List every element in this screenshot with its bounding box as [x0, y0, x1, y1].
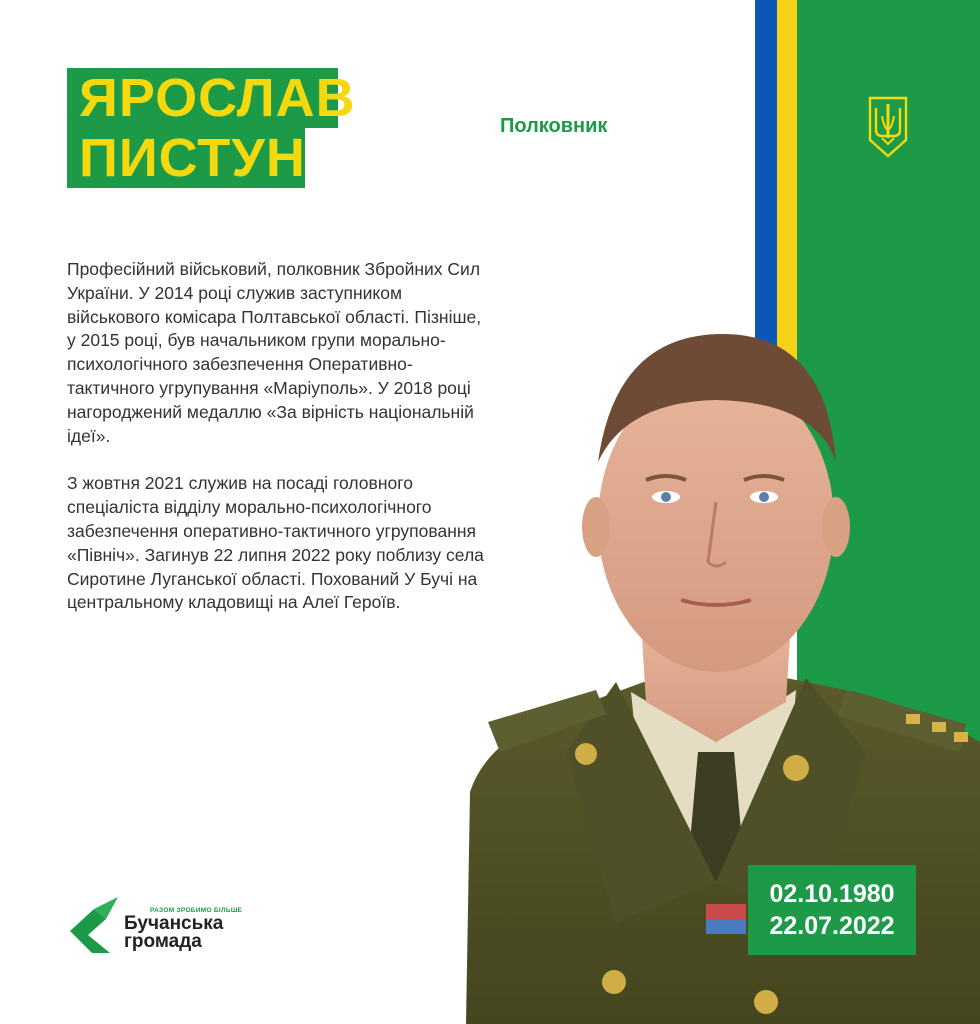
logo-line-2: громада	[124, 931, 202, 952]
buchanska-hromada-logo	[66, 895, 243, 957]
trident-icon	[864, 94, 912, 160]
logo-line-1: Бучанська	[124, 913, 224, 934]
logo-wordmark	[124, 915, 223, 951]
flag-stripe-yellow	[777, 0, 797, 365]
name-first-line: ЯРОСЛАВ	[67, 68, 338, 128]
name-last-line: ПИСТУН	[67, 128, 305, 188]
logo-mark-icon	[66, 895, 122, 957]
life-dates	[748, 865, 916, 955]
logo-tagline: РАЗОМ ЗРОБИМО БІЛЬШЕ	[150, 907, 243, 914]
death-date: 22.07.2022	[769, 912, 895, 940]
bio-paragraph-1: Професійний військовий, полковник Збройних Сил України. У 2014 році служив заступником військового комісара Полтавської області. Пізніше, у 2015 році, був начальником групи морально-психологічного забезпечення Оперативно-тактичного угрупування «Маріуполь». У 2018 році нагороджений медаллю «За вірність національній ідеї».	[67, 259, 482, 446]
bio-paragraph-2: З жовтня 2021 служив на посаді головного спеціаліста відділу морально-психологічного забезпечення оперативно-тактичного угруповання «Північ». Загинув 22 липня 2022 року поблизу села Сиротине Луганської області. Похований У Бучі на центральному кладовищі на Алеї Героїв.	[67, 473, 484, 613]
birth-date: 02.10.1980	[769, 880, 895, 908]
biography	[67, 258, 487, 615]
flag-stripe-blue	[755, 0, 777, 365]
rank-label: Полковник	[500, 115, 608, 137]
